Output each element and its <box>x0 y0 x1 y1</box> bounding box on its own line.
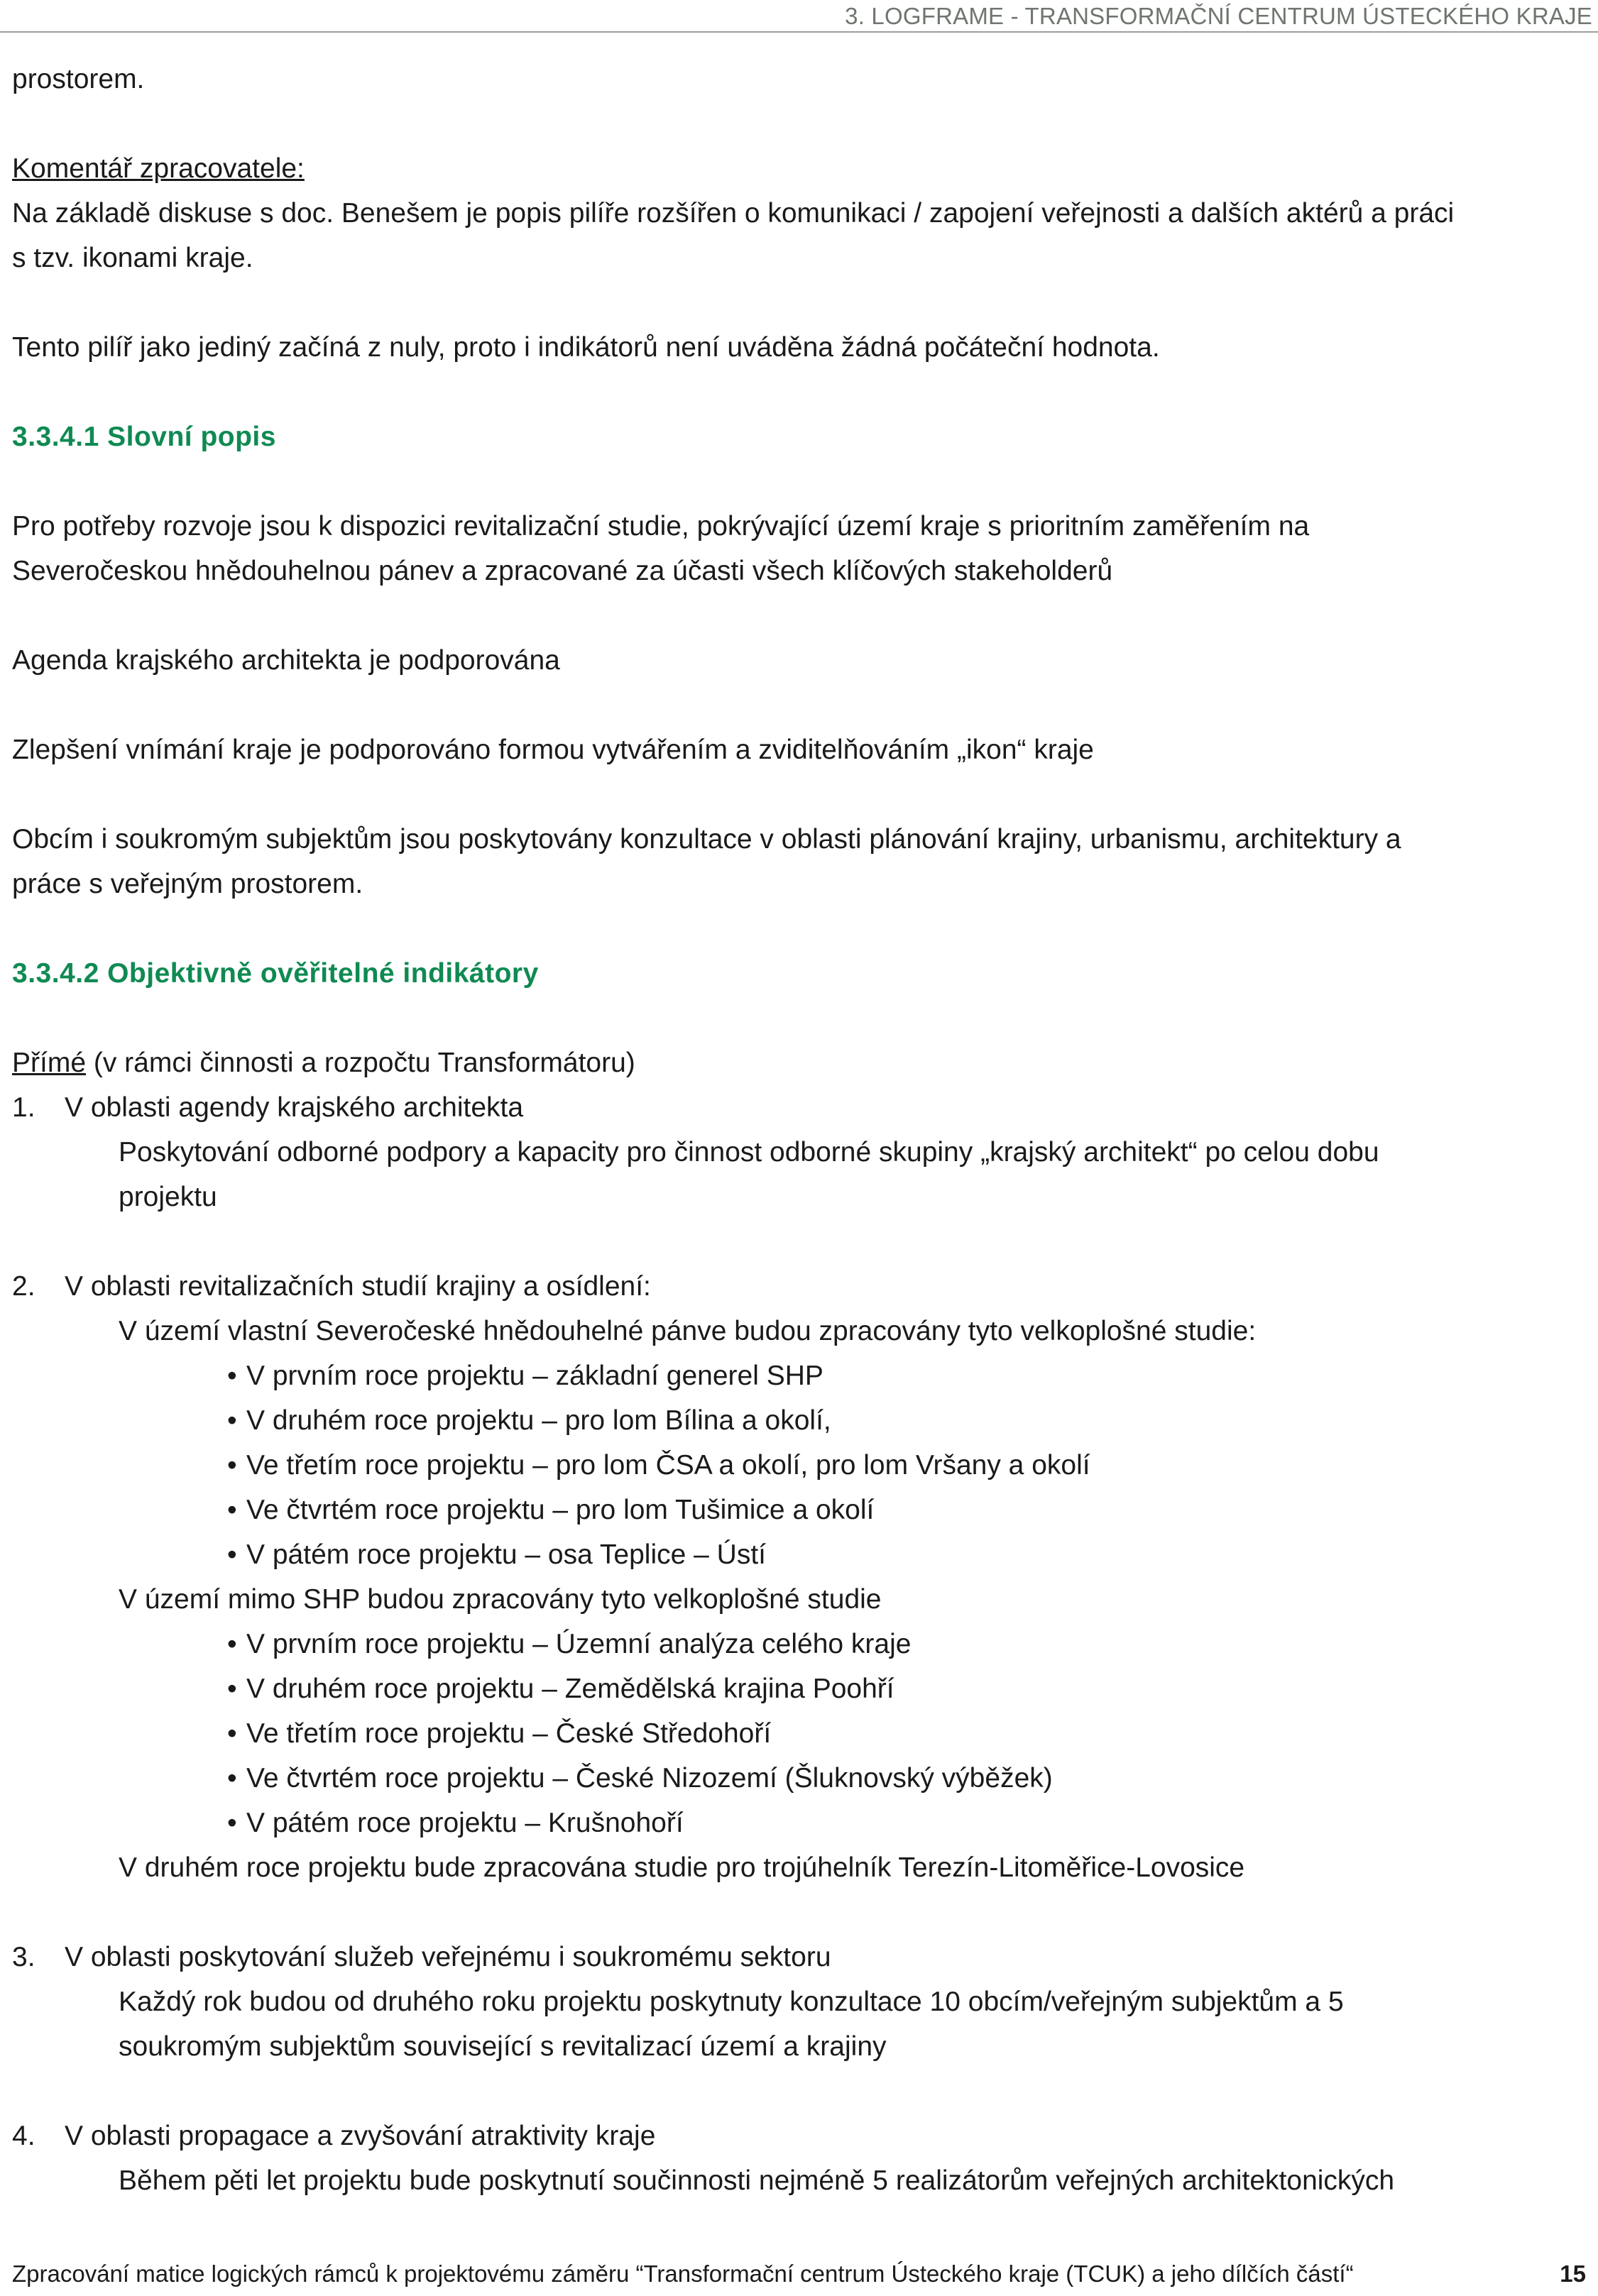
bullet-text: Ve čtvrtém roce projektu – České Nizozemí (Šluknovský výběžek) <box>246 1763 1053 1794</box>
item-title: V oblasti revitalizačních studií krajiny a osídlení: <box>65 1271 651 1302</box>
numbered-item <box>12 1264 1585 1309</box>
text-line: Tento pilíř jako jediný začíná z nuly, proto i indikátorů není uváděna žádná počáteční hodnota. <box>12 332 1160 363</box>
direct-label: Přímé <box>12 1048 87 1078</box>
bullet-text: V druhém roce projektu – pro lom Bílina a okolí, <box>246 1405 831 1436</box>
list-item: • Ve čtvrtém roce projektu – České Nizozemí (Šluknovský výběžek) <box>227 1763 1053 1794</box>
item-title: V oblasti poskytování služeb veřejnému i soukromému sektoru <box>65 1942 831 1972</box>
numbered-item <box>12 1085 1585 1130</box>
item-number: 3. <box>12 1942 35 1972</box>
section-heading: 3.3.4.1 Slovní popis <box>12 422 276 452</box>
page-number: 15 <box>1560 2261 1586 2287</box>
numbered-item <box>12 1935 1585 1979</box>
footer-text: Zpracování matice logických rámců k projektovému záměru “Transformační centrum Ústeckého kraje (TCUK) a jeho dílčích částí“ <box>12 2261 1354 2287</box>
list-item: • V druhém roce projektu – Zemědělská krajina Poohří <box>227 1674 894 1704</box>
document-body <box>12 57 1585 2203</box>
comment-label: Komentář zpracovatele: <box>12 153 305 184</box>
text-line: s tzv. ikonami kraje. <box>12 243 253 273</box>
text-line <box>12 1040 1585 1085</box>
section-heading: 3.3.4.2 Objektivně ověřitelné indikátory <box>12 958 539 989</box>
list-item: • V prvním roce projektu – Územní analýza celého kraje <box>227 1629 912 1659</box>
item-number: 4. <box>12 2121 35 2151</box>
text-line: Zlepšení vnímání kraje je podporováno formou vytvářením a zviditelňováním „ikon“ kraje <box>12 735 1094 765</box>
bullet-text: V prvním roce projektu – základní generel SHP <box>246 1361 823 1391</box>
header-title: 3. LOGFRAME - TRANSFORMAČNÍ CENTRUM ÚSTECKÉHO KRAJE <box>845 3 1592 29</box>
list-item: • V pátém roce projektu – Krušnohoří <box>227 1808 684 1838</box>
text-line: prostorem. <box>12 64 145 94</box>
numbered-item <box>12 2114 1585 2158</box>
list-item: • V druhém roce projektu – pro lom Bílina a okolí, <box>227 1405 831 1436</box>
text-line: Poskytování odborné podpory a kapacity pro činnost odborné skupiny „krajský architekt“ po celou dobu <box>119 1137 1379 1168</box>
text-line: Agenda krajského architekta je podporována <box>12 645 560 676</box>
item-title: V oblasti propagace a zvyšování atraktivity kraje <box>65 2121 656 2151</box>
text-line: Na základě diskuse s doc. Benešem je popis pilíře rozšířen o komunikaci / zapojení veřejnosti a dalších aktérů a práci <box>12 198 1455 229</box>
item-title: V oblasti agendy krajského architekta <box>65 1092 524 1123</box>
text-line: Obcím i soukromým subjektům jsou poskytovány konzultace v oblasti plánování krajiny, urbanismu, architektury a <box>12 824 1401 855</box>
text-line: soukromým subjektům související s revitalizací území a krajiny <box>119 2031 887 2062</box>
text-line: Každý rok budou od druhého roku projektu poskytnuty konzultace 10 obcím/veřejným subjektům a 5 <box>119 1987 1344 2017</box>
page-footer <box>12 2261 1586 2287</box>
list-item: • V pátém roce projektu – osa Teplice – Ústí <box>227 1539 766 1570</box>
page-header <box>0 0 1598 33</box>
text-line: V území mimo SHP budou zpracovány tyto velkoplošné studie <box>119 1584 882 1615</box>
list-item: • Ve třetím roce projektu – pro lom ČSA a okolí, pro lom Vršany a okolí <box>227 1450 1090 1481</box>
text-line: Během pěti let projektu bude poskytnutí součinnosti nejméně 5 realizátorům veřejných architektonických <box>119 2165 1395 2196</box>
bullet-text: V druhém roce projektu – Zemědělská krajina Poohří <box>246 1674 894 1704</box>
direct-rest: (v rámci činnosti a rozpočtu Transformátoru) <box>86 1048 635 1078</box>
text-line: Pro potřeby rozvoje jsou k dispozici revitalizační studie, pokrývající území kraje s prioritním zaměřením na <box>12 511 1310 542</box>
item-number: 2. <box>12 1271 35 1302</box>
bullet-text: V pátém roce projektu – Krušnohoří <box>246 1808 684 1838</box>
text-line: V území vlastní Severočeské hnědouhelné pánve budou zpracovány tyto velkoplošné studie: <box>119 1316 1257 1346</box>
bullet-text: Ve třetím roce projektu – České Středohoří <box>246 1718 772 1749</box>
text-line: V druhém roce projektu bude zpracována studie pro trojúhelník Terezín-Litoměřice-Lovosice <box>119 1852 1245 1883</box>
text-line: projektu <box>119 1182 217 1212</box>
item-number: 1. <box>12 1092 35 1123</box>
bullet-text: V prvním roce projektu – Územní analýza celého kraje <box>246 1629 912 1659</box>
bullet-text: V pátém roce projektu – osa Teplice – Ústí <box>246 1539 766 1570</box>
bullet-text: Ve třetím roce projektu – pro lom ČSA a okolí, pro lom Vršany a okolí <box>246 1450 1090 1481</box>
text-line: práce s veřejným prostorem. <box>12 869 363 899</box>
text-line: Severočeskou hnědouhelnou pánev a zpracované za účasti všech klíčových stakeholderů <box>12 556 1113 586</box>
list-item: • V prvním roce projektu – základní generel SHP <box>227 1361 823 1391</box>
list-item: • Ve čtvrtém roce projektu – pro lom Tušimice a okolí <box>227 1495 875 1525</box>
list-item: • Ve třetím roce projektu – České Středohoří <box>227 1718 772 1749</box>
bullet-text: Ve čtvrtém roce projektu – pro lom Tušimice a okolí <box>246 1495 875 1525</box>
